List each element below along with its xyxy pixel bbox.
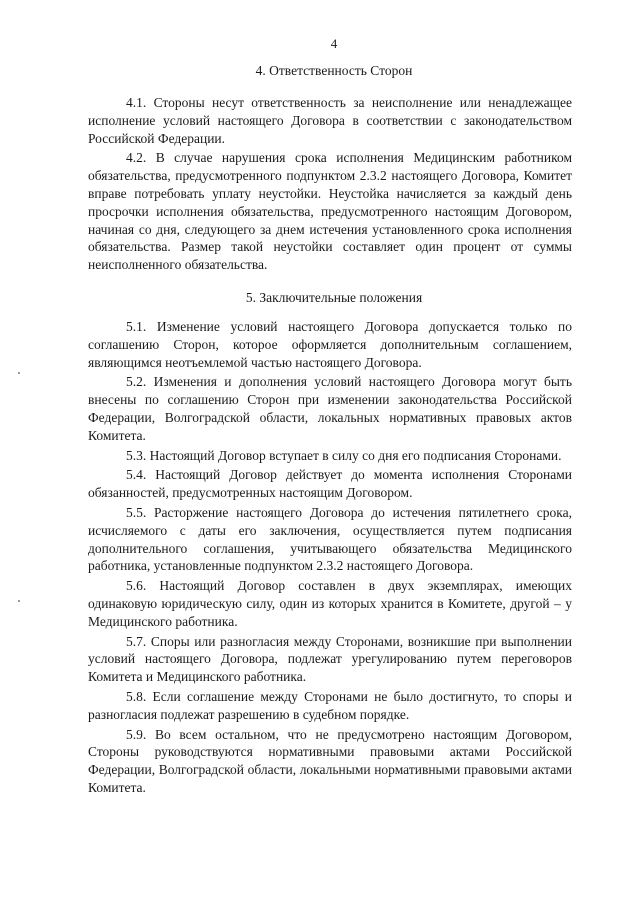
paragraph-4-2: 4.2. В случае нарушения срока исполнения Медицинским работником обязательства, предусмотренного подпунктом 2.3.2 настоящего Договора, Комитет вправе потребовать уплату неустойки. Неустойка начисляется за каждый день просрочки исполнения обязательства, предусмотренного настоящим Договором, начиная со дня, следующего за днем истечения установленного срока исполнения обязательства. Размер такой неустойки составляет один процент от суммы неисполненного обязательства.: [88, 150, 572, 273]
paragraph-4-1: 4.1. Стороны несут ответственность за неисполнение или ненадлежащее исполнение условий настоящего Договора в соответствии с законодательством Российской Федерации.: [88, 95, 572, 146]
paragraph-5-2: 5.2. Изменения и дополнения условий настоящего Договора могут быть внесены по соглашению Сторон при изменении законодательства Российской Федерации, Волгоградской области, локальных нормативных правовых актов Комитета.: [88, 374, 572, 443]
scan-speck: [18, 600, 20, 602]
paragraph-5-1: 5.1. Изменение условий настоящего Договора допускается только по соглашению Сторон, которое оформляется дополнительным соглашением, являющимся неотъемлемой частью настоящего Договора.: [88, 319, 572, 370]
scan-speck: [18, 372, 20, 374]
section-4-title: 4. Ответственность Сторон: [255, 63, 413, 78]
section-5-title: 5. Заключительные положения: [245, 290, 423, 305]
paragraph-5-5: 5.5. Расторжение настоящего Договора до истечения пятилетнего срока, исчисляемого с даты его заключения, осуществляется путем подписания дополнительного соглашения, учитывающего обязательства Медицинского работника, установленные подпунктом 2.3.2 настоящего Договора.: [88, 504, 572, 574]
section-5-body: [88, 318, 572, 797]
paragraph-5-4: 5.4. Настоящий Договор действует до момента исполнения Сторонами обязанностей, предусмотренных настоящим Договором.: [88, 467, 572, 501]
section-4-body: [88, 94, 572, 274]
paragraph-5-3: 5.3. Настоящий Договор вступает в силу со дня его подписания Сторонами.: [126, 447, 562, 463]
paragraph-5-6: 5.6. Настоящий Договор составлен в двух экземплярах, имеющих одинаковую юридическую силу, один из которых хранится в Комитете, другой – у Медицинского работника.: [88, 578, 572, 629]
paragraph-5-8: 5.8. Если соглашение между Сторонами не было достигнуто, то споры и разногласия подлежат разрешению в судебном порядке.: [88, 688, 572, 722]
paragraph-5-9: 5.9. Во всем остальном, что не предусмотрено настоящим Договором, Стороны руководствуются нормативными правовыми актами Российской Федерации, Волгоградской области, локальными нормативными правовыми актами Комитета.: [88, 726, 572, 795]
page-number: 4: [330, 36, 338, 51]
paragraph-5-7: 5.7. Споры или разногласия между Сторонами, возникшие при выполнении условий настоящего Договора, подлежат урегулированию путем переговоров Комитета и Медицинского работника.: [88, 633, 572, 685]
